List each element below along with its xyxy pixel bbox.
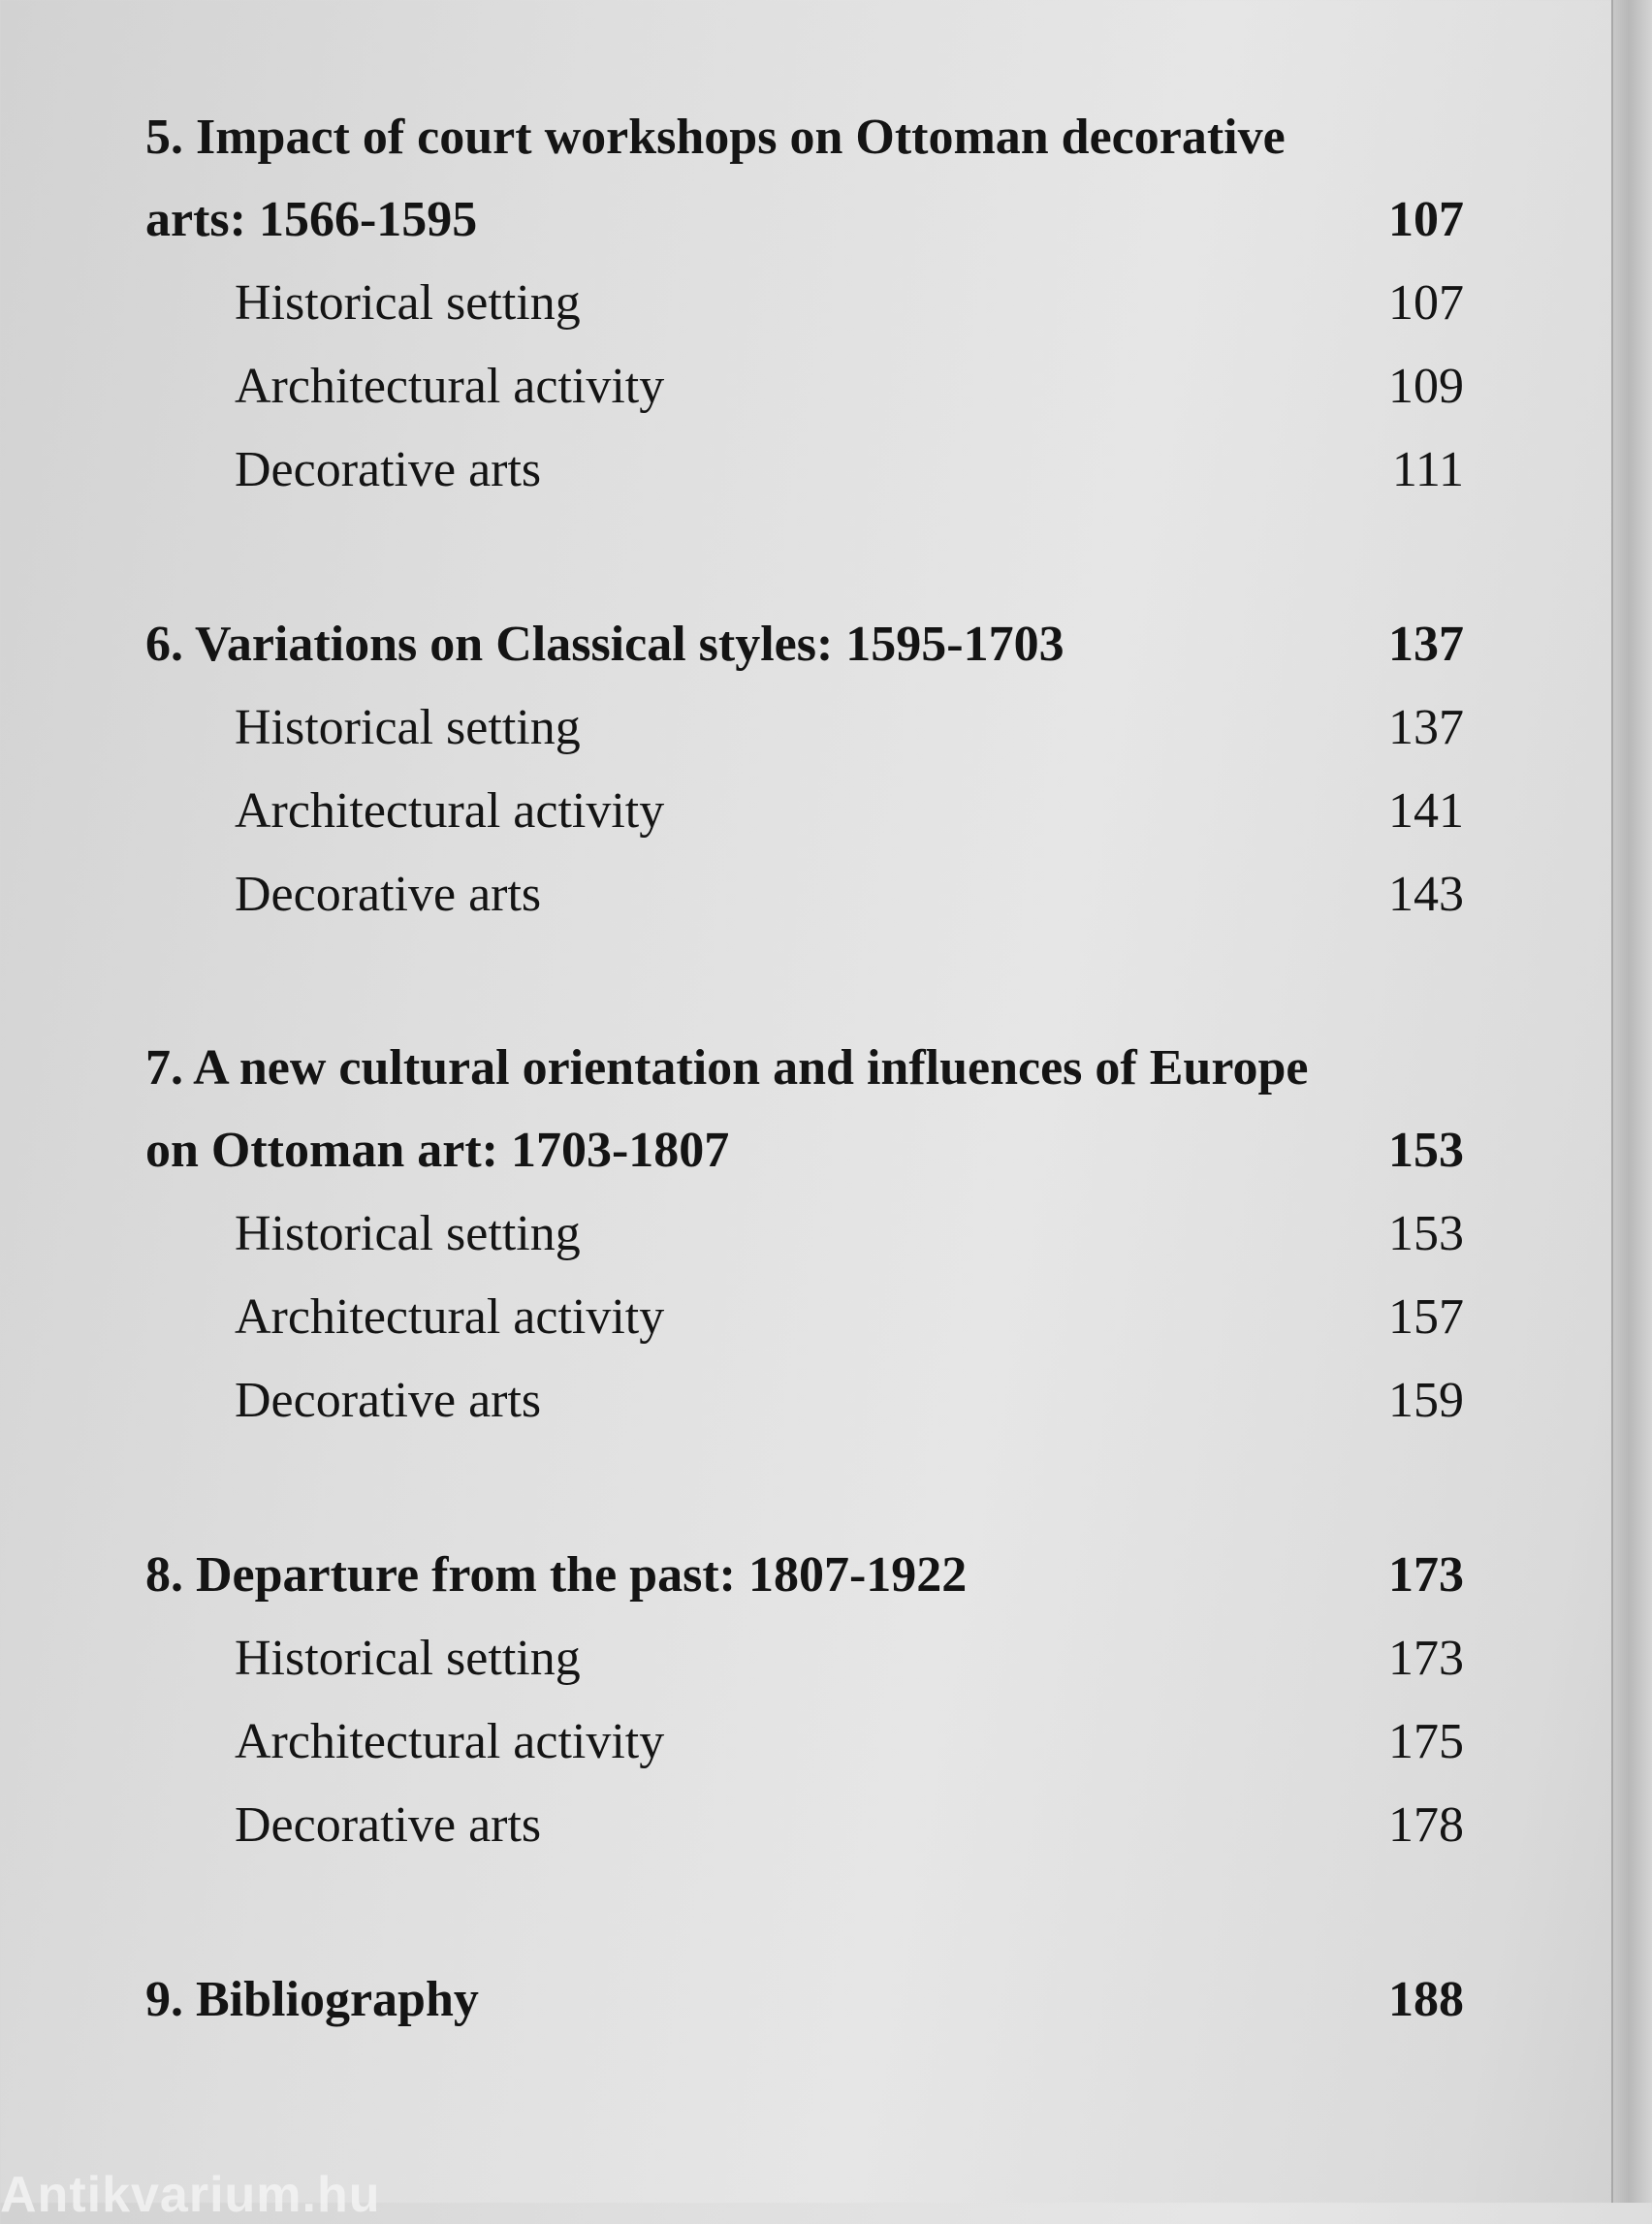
- section-entry: [145, 1276, 1464, 1359]
- chapter-9: [145, 1958, 1464, 2042]
- section-page-number: 143: [1388, 867, 1464, 922]
- chapter-page-number: 107: [1388, 192, 1464, 247]
- section-title: Decorative arts: [235, 867, 542, 922]
- section-entry: [145, 1700, 1464, 1784]
- section-entry: [145, 262, 1464, 345]
- chapter-title: on Ottoman art: 1703-1807: [145, 1123, 730, 1178]
- section-entry: [145, 853, 1464, 937]
- chapter-5: [145, 97, 1464, 512]
- section-entry: [145, 1192, 1464, 1276]
- section-title: Architectural activity: [235, 1289, 665, 1345]
- chapter-title: 7. A new cultural orientation and influences of Europe: [145, 1040, 1309, 1096]
- section-title: Decorative arts: [235, 1373, 542, 1428]
- chapter-title: 8. Departure from the past: 1807-1922: [145, 1547, 968, 1603]
- section-page-number: 173: [1388, 1631, 1464, 1686]
- section-entry: [145, 770, 1464, 853]
- section-title: Historical setting: [235, 275, 581, 331]
- section-page-number: 111: [1391, 442, 1464, 497]
- section-entry: [145, 1784, 1464, 1867]
- section-page-number: 109: [1388, 359, 1464, 414]
- section-page-number: 157: [1388, 1289, 1464, 1345]
- section-entry: [145, 686, 1464, 770]
- chapter-title: 5. Impact of court workshops on Ottoman decorative: [145, 110, 1286, 165]
- section-page-number: 175: [1388, 1714, 1464, 1769]
- section-page-number: 178: [1388, 1797, 1464, 1853]
- section-title: Architectural activity: [235, 783, 665, 839]
- chapter-7: [145, 1028, 1464, 1443]
- chapter-page-number: 137: [1388, 617, 1464, 672]
- section-page-number: 153: [1388, 1206, 1464, 1261]
- chapter-page-number: 153: [1388, 1123, 1464, 1178]
- section-title: Architectural activity: [235, 359, 665, 414]
- chapter-title-line: [145, 1958, 1464, 2042]
- section-entry: [145, 345, 1464, 429]
- section-title: Architectural activity: [235, 1714, 665, 1769]
- chapter-title-line: [145, 1028, 1464, 1109]
- chapter-title-line: [145, 603, 1464, 686]
- section-page-number: 137: [1388, 700, 1464, 755]
- section-page-number: 107: [1388, 275, 1464, 331]
- chapter-title: 9. Bibliography: [145, 1972, 479, 2027]
- chapter-title: arts: 1566-1595: [145, 192, 478, 247]
- watermark: Antikvarium.hu: [0, 2167, 381, 2223]
- page-edge: [1611, 0, 1652, 2203]
- section-title: Historical setting: [235, 700, 581, 755]
- chapter-page-number: 188: [1388, 1972, 1464, 2027]
- section-title: Decorative arts: [235, 442, 542, 497]
- chapter-title-line: [145, 1109, 1464, 1192]
- chapter-6: [145, 603, 1464, 937]
- section-entry: [145, 429, 1464, 512]
- section-title: Decorative arts: [235, 1797, 542, 1853]
- chapter-title: 6. Variations on Classical styles: 1595-1703: [145, 617, 1064, 672]
- section-page-number: 159: [1388, 1373, 1464, 1428]
- chapter-8: [145, 1534, 1464, 1867]
- chapter-title-line: [145, 178, 1464, 262]
- section-title: Historical setting: [235, 1206, 581, 1261]
- section-page-number: 141: [1388, 783, 1464, 839]
- chapter-page-number: 173: [1388, 1547, 1464, 1603]
- chapter-title-line: [145, 1534, 1464, 1617]
- table-of-contents: [145, 97, 1464, 2133]
- section-entry: [145, 1359, 1464, 1443]
- section-title: Historical setting: [235, 1631, 581, 1686]
- section-entry: [145, 1617, 1464, 1700]
- chapter-title-line: [145, 97, 1464, 178]
